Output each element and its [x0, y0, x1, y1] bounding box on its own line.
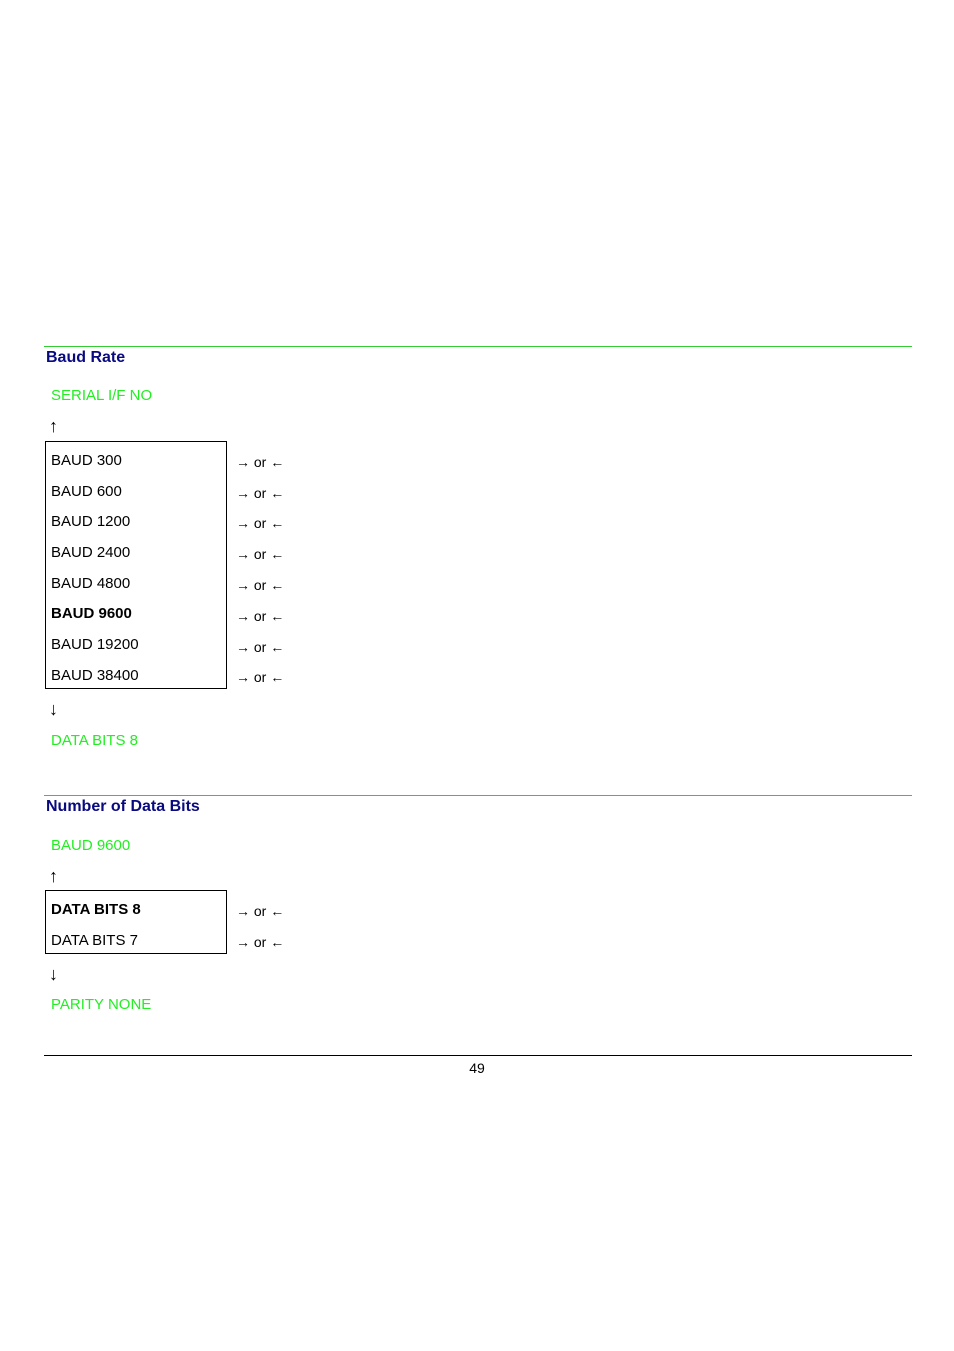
- baud-option: BAUD 38400: [51, 667, 139, 684]
- previous-menu-item: BAUD 9600: [51, 837, 131, 854]
- down-arrow-icon: ↓: [49, 699, 58, 719]
- data-bits-option-default: DATA BITS 8: [51, 901, 141, 918]
- baud-option: BAUD 4800: [51, 575, 131, 592]
- section-title-baud-rate: Baud Rate: [46, 349, 126, 366]
- up-arrow-icon: ↑: [49, 416, 58, 436]
- baud-option-default: BAUD 9600: [51, 605, 132, 622]
- down-arrow-icon: ↓: [49, 964, 58, 984]
- navigation-keys: → or ←: [236, 485, 285, 501]
- footer-divider: [44, 1055, 912, 1056]
- baud-option: BAUD 600: [51, 483, 122, 500]
- navigation-keys: → or ←: [236, 903, 285, 919]
- section-divider-data-bits: [44, 795, 912, 796]
- previous-menu-item: SERIAL I/F NO: [51, 387, 153, 404]
- navigation-keys: → or ←: [236, 669, 285, 685]
- navigation-keys: → or ←: [236, 577, 285, 593]
- navigation-keys: → or ←: [236, 608, 285, 624]
- up-arrow-icon: ↑: [49, 866, 58, 886]
- next-menu-item: PARITY NONE: [51, 996, 152, 1013]
- navigation-keys: → or ←: [236, 515, 285, 531]
- baud-option: BAUD 1200: [51, 513, 131, 530]
- navigation-keys: → or ←: [236, 639, 285, 655]
- next-menu-item: DATA BITS 8: [51, 732, 138, 749]
- navigation-keys: → or ←: [236, 454, 285, 470]
- data-bits-option: DATA BITS 7: [51, 932, 138, 949]
- navigation-keys: → or ←: [236, 546, 285, 562]
- baud-option: BAUD 19200: [51, 636, 139, 653]
- baud-option: BAUD 2400: [51, 544, 131, 561]
- navigation-keys: → or ←: [236, 934, 285, 950]
- section-divider-baud: [44, 346, 912, 347]
- baud-option: BAUD 300: [51, 452, 122, 469]
- page-number: 49: [469, 1060, 485, 1076]
- section-title-data-bits: Number of Data Bits: [46, 798, 200, 815]
